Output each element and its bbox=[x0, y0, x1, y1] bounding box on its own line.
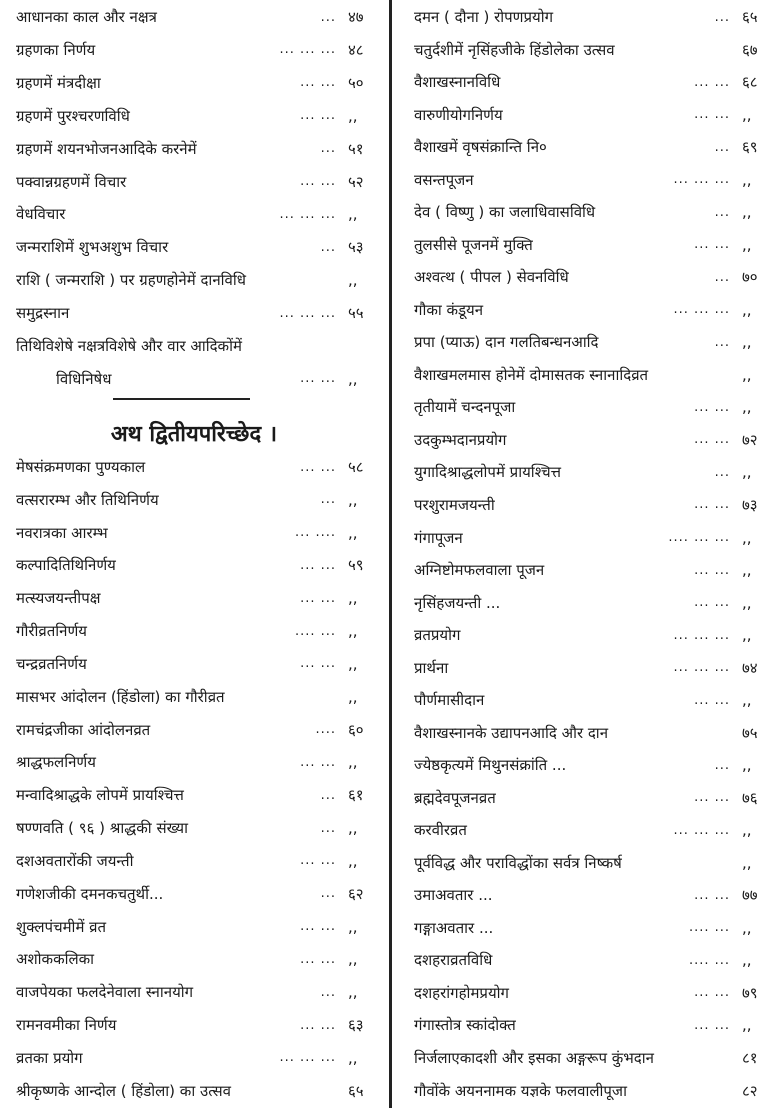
toc-entry bbox=[0, 331, 388, 361]
toc-entry bbox=[394, 523, 780, 553]
entry-title: तुलसीसे पूजनमें मुक्ति bbox=[414, 235, 533, 254]
entry-title: गंगापूजन bbox=[414, 528, 463, 547]
dot-leader: ... ... bbox=[300, 951, 336, 967]
toc-entry bbox=[0, 649, 388, 679]
toc-entry bbox=[0, 715, 388, 745]
page-number: ,, bbox=[742, 203, 752, 222]
page-number: ५३ bbox=[348, 238, 364, 257]
page-number: ,, bbox=[348, 589, 358, 608]
dot-leader: ... ... bbox=[300, 174, 336, 190]
toc-entry bbox=[394, 262, 780, 292]
dot-leader: ... ... bbox=[694, 887, 730, 903]
page-number: ,, bbox=[742, 463, 752, 482]
entry-title: वैशाखस्नानके उद्यापनआदि और दान bbox=[414, 723, 609, 742]
entry-title: मेषसंक्रमणका पुण्यकाल bbox=[16, 458, 146, 476]
entry-title: वाजपेयका फलदेनेवाला स्नानयोग bbox=[16, 983, 194, 1002]
page-number: ,, bbox=[348, 622, 358, 641]
toc-entry bbox=[0, 616, 388, 646]
toc-entry bbox=[394, 685, 780, 715]
dot-leader: ... ... bbox=[300, 590, 336, 606]
toc-entry bbox=[394, 783, 780, 813]
dot-leader: ... ... ... bbox=[673, 172, 730, 188]
toc-entry bbox=[394, 67, 780, 97]
page-number: ,, bbox=[348, 950, 358, 969]
toc-entry bbox=[0, 265, 388, 295]
dot-leader: ... bbox=[320, 820, 336, 836]
entry-title: ग्रहणका निर्णय bbox=[16, 40, 96, 59]
dot-leader: ... ... bbox=[300, 919, 336, 935]
toc-entry bbox=[0, 977, 388, 1007]
toc-entry bbox=[0, 452, 388, 482]
page-number: ८१ bbox=[742, 1049, 758, 1067]
page-number: ,, bbox=[348, 1048, 358, 1067]
entry-title: वैशाखस्नानविधि bbox=[414, 73, 501, 92]
entry-title: ग्रहणमें मंत्रदीक्षा bbox=[16, 73, 101, 92]
page-number: ,, bbox=[742, 1016, 752, 1035]
entry-title: वैशाखमें वृषसंक्रान्ति नि० bbox=[414, 138, 547, 157]
toc-entry bbox=[0, 134, 388, 164]
page-number: ६३ bbox=[348, 1016, 364, 1035]
entry-title: परशुरामजयन्ती bbox=[414, 495, 495, 514]
page-number: ५१ bbox=[348, 139, 364, 158]
toc-entry bbox=[394, 165, 780, 195]
entry-title: व्रतप्रयोग bbox=[414, 626, 461, 645]
entry-title: तृतीयामें चन्दनपूजा bbox=[414, 398, 516, 417]
page-number: ७६ bbox=[742, 788, 758, 807]
dot-leader: ... bbox=[714, 334, 730, 350]
entry-title: रामनवमीका निर्णय bbox=[16, 1016, 117, 1035]
page-number: ,, bbox=[742, 756, 752, 775]
dot-leader: ... ... bbox=[694, 107, 730, 123]
page-number: ७९ bbox=[742, 983, 758, 1002]
dot-leader: ... ... ... bbox=[279, 1050, 336, 1066]
page-number: ६७ bbox=[742, 40, 758, 59]
toc-entry bbox=[394, 457, 780, 487]
toc-entry bbox=[394, 750, 780, 780]
entry-title: षण्णवति ( ९६ ) श्राद्धकी संख्या bbox=[16, 819, 188, 838]
page-number: ७७ bbox=[742, 886, 758, 905]
page-number: ४७ bbox=[348, 8, 364, 26]
toc-entry bbox=[394, 1010, 780, 1040]
entry-title: जन्मराशिमें शुभअशुभ विचार bbox=[16, 238, 169, 257]
page-number: ७५ bbox=[742, 723, 758, 742]
section-heading: अथ द्वितीयपरिच्छेद । bbox=[110, 422, 278, 447]
dot-leader: ... bbox=[320, 984, 336, 1000]
toc-entry bbox=[394, 588, 780, 618]
toc-entry bbox=[394, 978, 780, 1008]
page-number: ,, bbox=[742, 105, 752, 124]
toc-entry bbox=[394, 230, 780, 260]
dot-leader: ... ... ... bbox=[673, 627, 730, 643]
toc-entry bbox=[0, 682, 388, 712]
entry-title: अग्निष्टोमफलवाला पूजन bbox=[414, 561, 545, 580]
toc-entry bbox=[0, 518, 388, 548]
entry-title: ज्येष्ठकृत्यमें मिथुनसंक्रांति ... bbox=[414, 756, 567, 775]
dot-leader: ... ... ... bbox=[279, 42, 336, 58]
dot-leader: ... ... bbox=[694, 74, 730, 90]
toc-entry bbox=[394, 132, 780, 162]
entry-title: ग्रहणमें शयनभोजनआदिके करनेमें bbox=[16, 139, 197, 158]
page-number: ,, bbox=[742, 691, 752, 710]
dot-leader: ... ... bbox=[694, 790, 730, 806]
toc-entry bbox=[394, 848, 780, 878]
page-number: ,, bbox=[348, 369, 358, 388]
toc-entry bbox=[0, 1010, 388, 1040]
dot-leader: ... ... ... bbox=[673, 302, 730, 318]
toc-entry bbox=[0, 232, 388, 262]
toc-entry bbox=[394, 360, 780, 390]
dot-leader: ... ... ... bbox=[279, 305, 336, 321]
page-number: ५२ bbox=[348, 172, 364, 191]
entry-title: गौवोंके अयननामक यज्ञके फलवालीपूजा bbox=[414, 1081, 627, 1100]
entry-title: दशअवतारोंकी जयन्ती bbox=[16, 851, 134, 870]
dot-leader: ... ... bbox=[300, 754, 336, 770]
entry-title: समुद्रस्नान bbox=[16, 304, 70, 323]
page-number: ७२ bbox=[742, 430, 758, 449]
page-number: ,, bbox=[348, 983, 358, 1002]
dot-leader: .... ... bbox=[294, 623, 336, 639]
entry-title: आधानका काल और नक्षत्र bbox=[16, 8, 157, 26]
entry-title: दशहरांगहोमप्रयोग bbox=[414, 983, 509, 1002]
toc-entry bbox=[394, 197, 780, 227]
toc-entry bbox=[394, 1043, 780, 1073]
dot-leader: ... ... bbox=[300, 656, 336, 672]
page-number: ,, bbox=[348, 819, 358, 838]
page-number: ५५ bbox=[348, 304, 364, 323]
toc-entry bbox=[394, 295, 780, 325]
toc-entry bbox=[394, 425, 780, 455]
dot-leader: ... ... ... bbox=[673, 660, 730, 676]
page-number: ,, bbox=[742, 528, 752, 547]
dot-leader: ... bbox=[714, 139, 730, 155]
entry-title: वत्सरारम्भ और तिथिनिर्णय bbox=[16, 490, 159, 509]
entry-title: पूर्वविद्ध और पराविद्धोंका सर्वत्र निष्कर्ष bbox=[414, 853, 622, 872]
page-number: ६८ bbox=[742, 73, 758, 92]
dot-leader: ... ... bbox=[694, 497, 730, 513]
toc-entry bbox=[394, 945, 780, 975]
entry-title: श्रीकृष्णके आन्दोल ( हिंडोला) का उत्सव bbox=[16, 1081, 231, 1100]
dot-leader: ... ... bbox=[694, 595, 730, 611]
left-column bbox=[0, 0, 388, 1108]
dot-leader: ... ... bbox=[300, 459, 336, 475]
toc-entry bbox=[0, 813, 388, 843]
page-number: ६१ bbox=[348, 786, 364, 805]
page-number: ,, bbox=[348, 523, 358, 542]
toc-entry bbox=[0, 364, 388, 394]
dot-leader: ... ... bbox=[694, 237, 730, 253]
dot-leader: .... bbox=[315, 722, 336, 738]
toc-entry bbox=[394, 35, 780, 65]
entry-title: पक्वान्नग्रहणमें विचार bbox=[16, 172, 127, 191]
page-number: ,, bbox=[742, 235, 752, 254]
toc-entry bbox=[394, 555, 780, 585]
dot-leader: ... bbox=[714, 757, 730, 773]
dot-leader: ... bbox=[320, 886, 336, 902]
toc-list-part-1 bbox=[0, 2, 388, 394]
column-divider bbox=[389, 0, 392, 1108]
page-number: ,, bbox=[348, 687, 358, 706]
entry-title: रामचंद्रजीका आंदोलनव्रत bbox=[16, 720, 151, 739]
dot-leader: ... ... ... bbox=[673, 822, 730, 838]
dot-leader: ... bbox=[714, 269, 730, 285]
toc-entry bbox=[0, 550, 388, 580]
toc-entry bbox=[394, 620, 780, 650]
section-divider bbox=[113, 398, 250, 400]
toc-entry bbox=[394, 913, 780, 943]
toc-entry bbox=[0, 1076, 388, 1106]
entry-title: वेधविचार bbox=[16, 205, 66, 224]
toc-entry bbox=[394, 718, 780, 748]
entry-title: निर्जलाएकादशी और इसका अङ्गरूप कुंभदान bbox=[414, 1049, 654, 1067]
entry-title: विधिनिषेध bbox=[56, 369, 112, 388]
page-number: ,, bbox=[742, 300, 752, 319]
page-number: ६५ bbox=[348, 1081, 364, 1100]
entry-title: वैशाखमलमास होनेमें दोमासतक स्नानादिव्रत bbox=[414, 365, 649, 384]
entry-title: शुक्लपंचमीमें व्रत bbox=[16, 917, 107, 936]
entry-title: ब्रह्मदेवपूजनव्रत bbox=[414, 788, 496, 807]
page-number: ,, bbox=[348, 106, 358, 125]
entry-title: चतुर्दशीमें नृसिंहजीके हिंडोलेका उत्सव bbox=[414, 40, 615, 59]
page-number: ,, bbox=[348, 205, 358, 224]
page-number: ४८ bbox=[348, 40, 364, 59]
toc-list-part-3 bbox=[394, 2, 780, 1106]
entry-title: तिथिविशेषे नक्षत्रविशेषे और वार आदिकोंमें bbox=[16, 337, 242, 356]
page-number: ८२ bbox=[742, 1081, 758, 1100]
page-number: ६० bbox=[348, 720, 364, 739]
page-number: ,, bbox=[348, 271, 358, 290]
dot-leader: ... ... bbox=[300, 1017, 336, 1033]
dot-leader: ... ... bbox=[694, 399, 730, 415]
dot-leader: ... ... bbox=[300, 108, 336, 124]
dot-leader: ... bbox=[320, 239, 336, 255]
entry-title: गंगास्तोत्र स्कांदोक्त bbox=[414, 1016, 516, 1035]
toc-entry bbox=[0, 2, 388, 32]
dot-leader: ... bbox=[714, 9, 730, 25]
entry-title: ग्रहणमें पुरश्चरणविधि bbox=[16, 106, 130, 125]
entry-title: उदकुम्भदानप्रयोग bbox=[414, 430, 507, 449]
toc-entry bbox=[0, 846, 388, 876]
dot-leader: .... ... ... bbox=[668, 530, 730, 545]
toc-entry bbox=[394, 100, 780, 130]
entry-title: चन्द्रव्रतनिर्णय bbox=[16, 654, 87, 673]
dot-leader: .... ... bbox=[688, 920, 730, 936]
entry-title: अशोककलिका bbox=[16, 950, 95, 969]
page-number: ,, bbox=[742, 951, 752, 970]
page-number: ,, bbox=[348, 753, 358, 772]
page-number: ५० bbox=[348, 73, 364, 92]
dot-leader: ... ... bbox=[300, 557, 336, 573]
entry-title: मन्वादिश्राद्धके लोपमें प्रायश्चित्त bbox=[16, 786, 184, 805]
dot-leader: ... bbox=[320, 141, 336, 157]
entry-title: प्रपा (प्याऊ) दान गलतिबन्धनआदि bbox=[414, 333, 599, 352]
page-number: ५८ bbox=[348, 458, 364, 476]
toc-entry bbox=[0, 298, 388, 328]
entry-title: प्रार्थना bbox=[414, 658, 449, 677]
dot-leader: ... bbox=[714, 204, 730, 220]
page-number: ,, bbox=[742, 853, 752, 872]
dot-leader: ... ... bbox=[300, 75, 336, 91]
toc-entry bbox=[394, 880, 780, 910]
dot-leader: ... ... bbox=[694, 985, 730, 1001]
toc-entry bbox=[0, 485, 388, 515]
page-number: ,, bbox=[742, 821, 752, 840]
page-number: ,, bbox=[742, 918, 752, 937]
toc-entry bbox=[394, 1076, 780, 1106]
entry-title: श्राद्धफलनिर्णय bbox=[16, 753, 96, 772]
page-number: ,, bbox=[742, 561, 752, 580]
toc-entry bbox=[0, 879, 388, 909]
toc-entry bbox=[0, 167, 388, 197]
page-number: ,, bbox=[742, 398, 752, 417]
toc-entry bbox=[0, 101, 388, 131]
dot-leader: ... ... bbox=[694, 562, 730, 578]
page-number: ,, bbox=[742, 593, 752, 612]
page-number: ६९ bbox=[742, 138, 758, 157]
toc-entry bbox=[0, 944, 388, 974]
entry-title: दमन ( दौना ) रोपणप्रयोग bbox=[414, 8, 554, 26]
entry-title: नवरात्रका आरम्भ bbox=[16, 523, 108, 542]
toc-entry bbox=[394, 815, 780, 845]
dot-leader: ... bbox=[320, 492, 336, 508]
dot-leader: ... ... bbox=[694, 1017, 730, 1033]
entry-title: करवीरव्रत bbox=[414, 821, 467, 840]
dot-leader: ... bbox=[714, 464, 730, 480]
page-number: ७० bbox=[742, 268, 758, 287]
entry-title: गङ्गाअवतार ... bbox=[414, 918, 494, 937]
page-number: ,, bbox=[742, 170, 752, 189]
page-number: ५९ bbox=[348, 556, 364, 575]
entry-title: दशहराव्रतविधि bbox=[414, 951, 493, 970]
page-number: ६२ bbox=[348, 884, 364, 903]
toc-entry bbox=[394, 653, 780, 683]
dot-leader: ... ... bbox=[694, 432, 730, 448]
dot-leader: ... ... bbox=[300, 853, 336, 869]
entry-title: मासभर आंदोलन (हिंडोला) का गौरीव्रत bbox=[16, 687, 225, 706]
dot-leader: ... ... ... bbox=[279, 206, 336, 222]
page-number: ,, bbox=[348, 490, 358, 509]
dot-leader: ... ... bbox=[300, 371, 336, 387]
page-number: ,, bbox=[742, 626, 752, 645]
toc-entry bbox=[394, 327, 780, 357]
toc-entry bbox=[0, 747, 388, 777]
dot-leader: ... bbox=[320, 787, 336, 803]
page-number: ,, bbox=[348, 917, 358, 936]
page-number: ७३ bbox=[742, 495, 758, 514]
entry-title: राशि ( जन्मराशि ) पर ग्रहणहोनेमें दानविधि bbox=[16, 271, 246, 290]
entry-title: वसन्तपूजन bbox=[414, 170, 474, 189]
toc-list-part-2 bbox=[0, 452, 388, 1106]
page-number: ,, bbox=[742, 333, 752, 352]
toc-entry bbox=[0, 583, 388, 613]
dot-leader: ... bbox=[320, 9, 336, 25]
toc-entry bbox=[394, 2, 780, 32]
page-number: ,, bbox=[348, 654, 358, 673]
toc-entry bbox=[394, 392, 780, 422]
dot-leader: ... ... bbox=[694, 692, 730, 708]
page-number: ७४ bbox=[742, 658, 758, 677]
page-number: ,, bbox=[348, 851, 358, 870]
toc-entry bbox=[0, 35, 388, 65]
entry-title: युगादिश्राद्धलोपमें प्रायश्चित्त bbox=[414, 463, 561, 482]
toc-entry bbox=[394, 490, 780, 520]
dot-leader: ... .... bbox=[294, 525, 336, 541]
entry-title: अश्वत्थ ( पीपल ) सेवनविधि bbox=[414, 268, 569, 287]
toc-entry bbox=[0, 780, 388, 810]
toc-entry bbox=[0, 1043, 388, 1073]
entry-title: वारुणीयोगनिर्णय bbox=[414, 105, 503, 124]
entry-title: पौर्णमासीदान bbox=[414, 691, 485, 710]
entry-title: कल्पादितिथिनिर्णय bbox=[16, 556, 116, 575]
toc-entry bbox=[0, 199, 388, 229]
entry-title: नृसिंहजयन्ती ... bbox=[414, 593, 501, 612]
toc-entry bbox=[0, 912, 388, 942]
toc-entry bbox=[0, 68, 388, 98]
entry-title: गौका कंडूयन bbox=[414, 300, 484, 319]
entry-title: व्रतका प्रयोग bbox=[16, 1048, 83, 1067]
entry-title: गणेशजीकी दमनकचतुर्थी... bbox=[16, 884, 164, 903]
entry-title: मत्स्यजयन्तीपक्ष bbox=[16, 589, 101, 608]
entry-title: गौरीव्रतनिर्णय bbox=[16, 622, 87, 641]
dot-leader: .... ... bbox=[688, 952, 730, 968]
entry-title: देव ( विष्णु ) का जलाधिवासविधि bbox=[414, 203, 596, 222]
entry-title: उमाअवतार ... bbox=[414, 886, 493, 905]
page-number: ६५ bbox=[742, 8, 758, 26]
right-column bbox=[394, 0, 780, 1108]
page-number: ,, bbox=[742, 365, 752, 384]
